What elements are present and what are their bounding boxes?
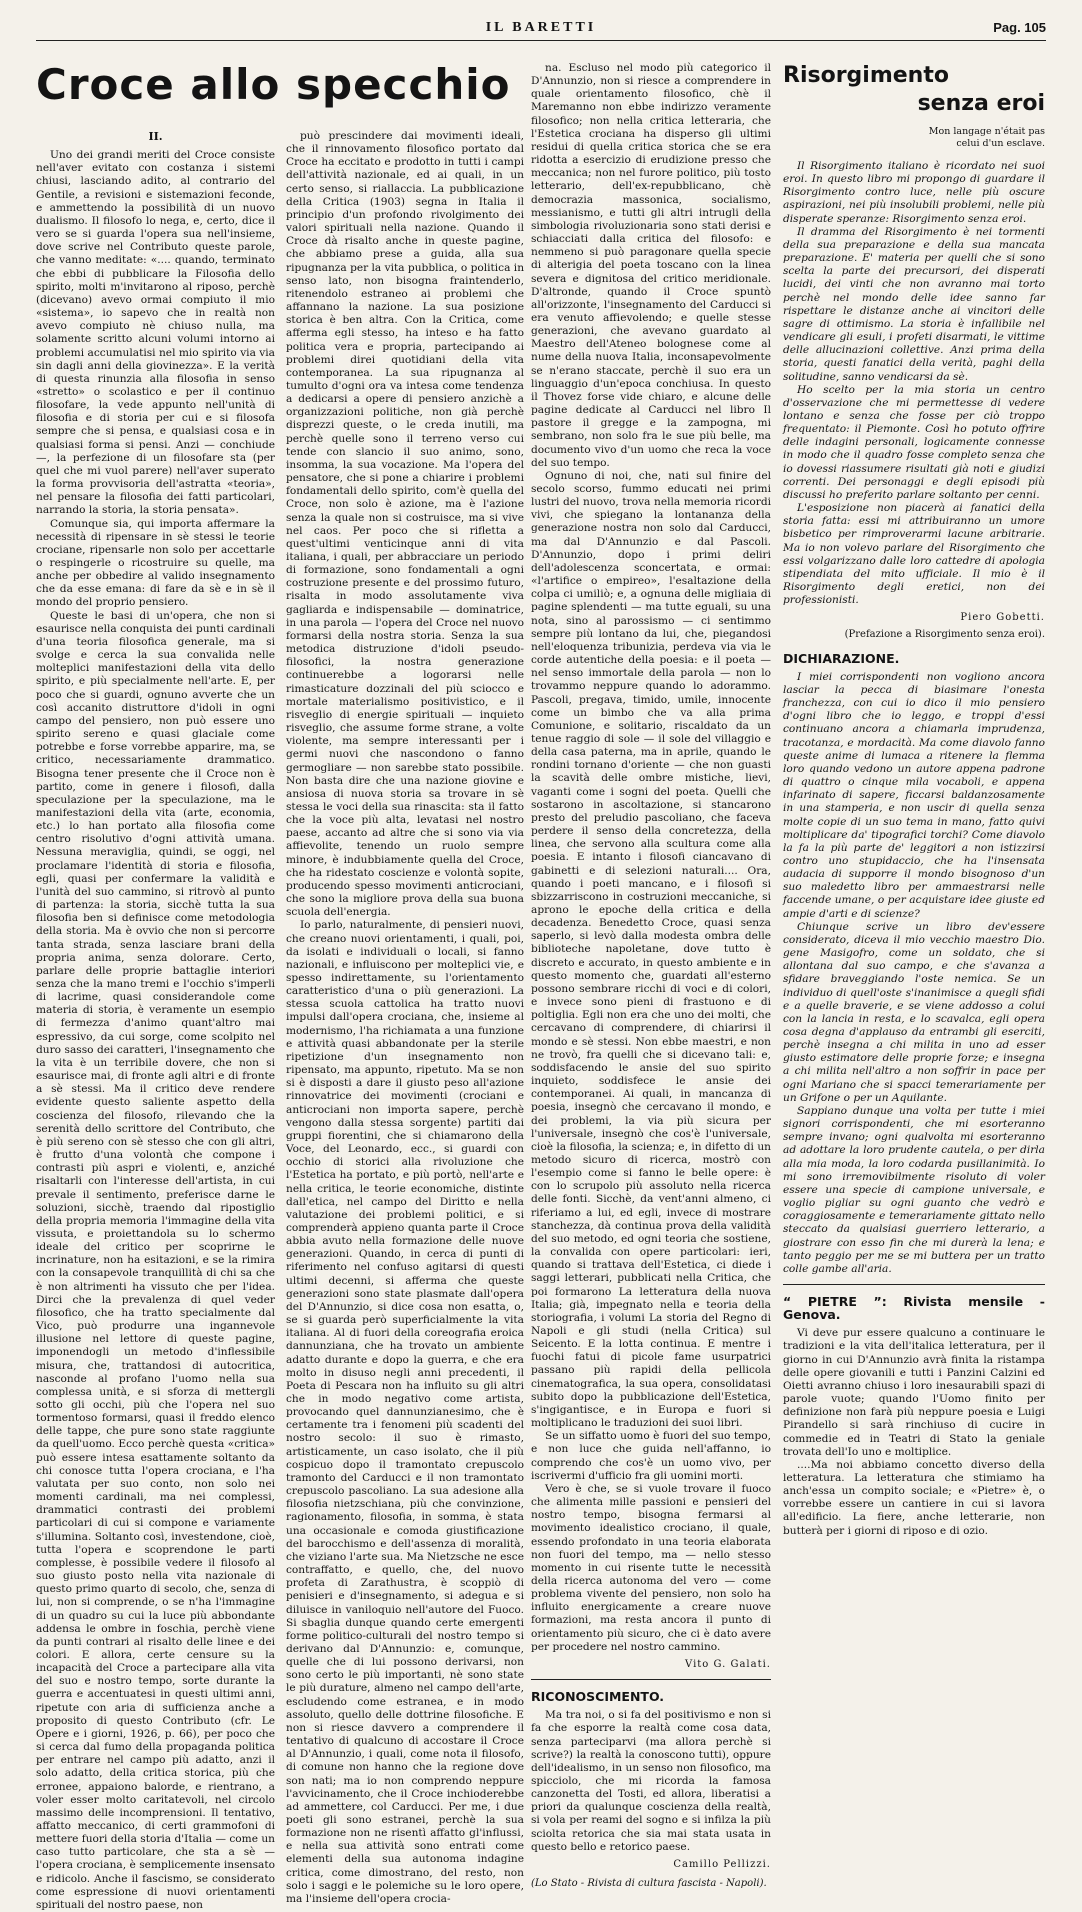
risorgimento-signature: Piero Gobetti. [960,612,1045,624]
paragraph: Ma tra noi, o si fa del positivismo e non si fa che esporre la realtà come cosa data, senza parteciparvi (ma allora perchè si scrive?) la realtà la conoscono tutti), oppure dell'idealismo, in un senso non filosofico, ma spicciolo, che mi ricorda la famosa canzonetta del Tosti, ed allora, liberatisi a priori da qualunque coscienza della realtà, si vola per reami del sogno e si infilza la più sciolta retorica che sia mai stata usata in questo bello e retorico paese. [531,1709,771,1853]
paragraph: Vi deve pur essere qualcuno a continuare le tradizioni e la vita dell'italica letteratura, per il giorno in cui D'Annunzio avrà finita la ristampa delle opere giovanili e tutti i Panzini Calzini ed Oietti avranno chiuso i loro inesaurabili spazi di parole vuote; quando l'Uomo finito per definizione non farà più neppure poesia e Luigi Pirandello si sarà rinchiuso di cucire in commedie ed in Teatri di Stato la geniale trovata dell'Io uno e moltiplice. [783,1327,1045,1458]
paragraph: Chiunque scrive un libro dev'essere considerato, diceva il mio vecchio maestro Dio. gene Masigofro, come un soldato, che si allontana dal suo campo, e che s'avanza a sfidare braveggiando l'oste nemica. Se un individuo di quell'oste s'inanimisce a quegli sfidi e a quelle braverie, e se viene addosso a colui con la lancia in resta, e lo scavalca, egli opera cosa degna d'applauso da entrambi gli eserciti, perchè insegna a chi milita in uno ad esser giusto estimatore delle proprie forze; e insegna a chi milita nell'altro a non soffrir in pace per ogni Mariano che si spacci temerariamente per un Grifone o per un Aquilante. [783,920,1045,1104]
article-title: Croce allo specchio [36,60,511,109]
epigraph-line2: celui d'un esclave. [956,138,1045,149]
epigraph-line1: Mon langage n'était pas [928,126,1045,137]
paragraph: Uno dei grandi meriti del Croce consiste nell'aver evitato con costanza i sistemi chiusi, lasciando adito, al contrario del Gentile, a revisioni e sistemazioni feconde, e ammettendo la possibilità di un nuovo dualismo. Il filosofo lo nega, e, certo, dice il vero se si guarda l'opera sua nell'insieme, dove scrive nel Contributo queste parole, che vanno meditate: «.... quando, terminato che ebbi di pubblicare la Filosofia dello spirito, molti m'invitarono al riposo, perchè (dicevano) avevo ormai compiuto il mio «sistema», io sapevo che in realtà non avevo compiuto nè chiuso nulla, ma solamente scritto alcuni volumi intorno ai problemi accumulatisi nel mio spirito via via sin dagli anni della giovinezza». E la verità di questa rinunzia alla filosofia in senso «stretto» o scolastico e per il continuo filosofare, la vede appunto nell'unità di filosofia e di storia per cui e si filosofa sempre che si pensa, e qualsiasi cosa e in qualsiasi forma si pensi. Anzi — conchiude —, la perfezione di un filosofare sta (per quel che mi vuol parere) nell'aver superato la forma provvisoria dell'astratta «teoria», nel pensare la filosofia dei fatti particolari, narrando la storia, la storia pensata». [36,149,275,517]
article-column-4 [783,62,1045,1537]
paragraph: può prescindere dai movimenti ideali, che il rinnovamento filosofico portato dal Croce ha eccitato e prodotto in tutti i campi dell'attività nazionale, ed ai quali, in un certo senso, si riallaccia. La pubblicazione della Critica (1903) segna in Italia il principio d'un profondo rivolgimento dei valori spirituali nella nazione. Quando il Croce dà risalto anche in queste pagine, che abbiamo prese a guida, alla sua ripugnanza per la vita pubblica, o politica in senso lato, non bisogna fraintenderlo, ritenendolo estraneo ai problemi che affannano la nazione. La sua posizione storica è ben altra. Con la Critica, come afferma egli stesso, ha inteso e ha fatto politica vera e propria, partecipando ai problemi direi quotidiani della vita contemporanea. La sua ripugnanza al tumulto d'ogni ora va intesa come tendenza a dedicarsi a opere di pensiero anzichè a organizzazioni politiche, non già perchè disprezzi queste, o le creda inutili, ma perchè quelle sono il terreno verso cui tende con slancio il suo animo, sono, insomma, la sua vocazione. Ma l'opera del pensatore, che si pone a chiarire i problemi fondamentali dello spirito, com'è quella del Croce, non solo è azione, ma è l'azione senza la quale non si costruisce, ma si vive nel caos. Per poco che si rifletta a quest'ultimi venticinque anni di vita italiana, i quali, per abbracciare un periodo di formazione, sono fondamentali a ogni costruzione presente e del prossimo futuro, risalta in modo assolutamente viva gagliarda e indispensabile — dominatrice, in una parola — l'opera del Croce nel nuovo formarsi della nostra storia. Senza la sua metodica distruzione d'idoli pseudo-filosofici, la nostra generazione continuerebbe a logorarsi nelle rimasticature dozzinali del più sciocco e mortale materialismo positivistico, e il risveglio di energie spirituali — inquieto risveglio, che assume forme strane, a volte violente, ma sempre interessanti per i germi nuovi che nascondono o fanno germogliare — non sarebbe stato possibile. Non basta dire che una nazione giovine e ansiosa di nuova storia sa trovare in sè stessa le voci della sua rinascita: sta il fatto che la voce più alta, levatasi nel nostro paese, accanto ad altre che si sono via via affievolite, tenendo un ruolo sempre minore, è indubbiamente quella del Croce, che ha ridestato coscienze e volontà sopite, producendo spesso movimenti anticrociani, che sono la migliore prova della sua buona scuola dell'energia. [286,130,525,919]
paragraph: Il dramma del Risorgimento è nei tormenti della sua preparazione e della sua mancata preparazione. E' materia per quelli che si sono scelta la parte dei precursori, dei disperati lucidi, dei vinti che non avranno mai torto perchè nel mondo delle idee sanno far rispettare le distanze anche ai vincitori delle sagre di ottimismo. La storia è infallibile nel vendicare gli esuli, i profeti disarmati, le vittime delle allucinazioni collettive. Anzi prima della storia, questi fanatici della verità, paghi della solitudine, sanno vendicarsi da sè. [783,225,1045,383]
paragraph: Queste le basi di un'opera, che non si esaurisce nella conquista dei punti cardinali d'una teoria filosofica generale, ma si svolge e cerca la sua convalida nelle molteplici manifestazioni della vita dello spirito, e più specialmente nell'arte. E, per poco che si guardi, ognuno avverte che un così accanito distruttore d'idoli in ogni campo del pensiero, non può essere uno spirito sereno e quasi glaciale come potrebbe e forse vorrebbe apparire, ma, se critico, necessariamente drammatico. Bisogna tener presente che il Croce non è partito, come in genere i filosofi, dalla speculazione per la speculazione, ma le manifestazioni della vita (arte, economia, etc.) lo han portato alla filosofia come centro risolutivo d'ogni attività umana. Nessuna meraviglia, quindi, se oggi, nel proclamare l'identità di storia e filosofia, egli, quasi per confermare la validità e l'unità del suo cammino, si ritrovò al punto di partenza: la storia, sicchè tutta la sua filosofia ben si definisce come metodologia della storia. Ma è ovvio che non si percorre tanta strada, senza lasciare brani della propria anima, senza dolorare. Certo, parlare delle proprie battaglie interiori senza che la mano tremi e l'occhio s'imperli di lacrime, quasi considerandole come materia di storia, è veramente un esempio di fermezza d'animo quant'altro mai espressivo, da cui sorge, come scolpito nel duro sasso dei caratteri, l'insegnamento che la vita è un terribile dovere, che non si esaurisce mai, di fronte agli altri e di fronte a sè stessi. Ma il critico deve rendere evidente questo saliente aspetto della coscienza del filosofo, rilevando che la serenità dello scrittore del Contributo, che è più sereno con sè stesso che con gli altri, è frutto d'una volontà che compone i contrasti più aspri e violenti, e, anziché risaltarli con l'interesse dell'artista, in cui prevale il sentimento, preferisce darne le soluzioni, sicchè, traendo dal ripostiglio della propria memoria l'immagine della vita vissuta, e proiettandola su lo schermo ideale del critico per scoprirne le incrinature, non ha esitazioni, e se la rimira con la consapevole tranquillità di chi sa che è non altrimenti ha vissuto che per l'idea. Dirci che la prevalenza di quel veder filosofico, che ha tratto specialmente dal Vico, può produrre una ingannevole illusione nel lettore di queste pagine, imponendogli un metodo d'inflessibile misura, che, trattandosi di autocritica, nasconde al profano l'uomo nella sua complessa unità, e si sforza di mettergli sotto gli occhi, più che l'opera nel suo tormentoso formarsi, quasi il freddo elenco delle tappe, che pure sono state raggiunte da quell'uomo. Ecco perchè questa «critica» può essere intesa esattamente soltanto da chi conosce tutta l'opera crociana, e l'ha valutata per suo conto, non solo nei momenti cardinali, ma nei complessi, drammatici contrasti dei problemi particolari di cui si compone e variamente s'illumina. Soltanto così, investendone, cioè, tutta l'opera e scoprendone le parti complesse, è possibile vedere il filosofo al suo giusto posto nella vita nazionale di questo primo quarto di secolo, che, senza di lui, non si comprende, o se n'ha l'immagine di un quadro su cui la luce più abbondante addensa le ombre in foschia, perchè viene da punti contrari al risalto delle linee e dei colori. E allora, certe censure su la incapacità del Croce a partecipare alla vita del suo e nostro tempo, sorte durante la guerra e accentuatesi in questi ultimi anni, ripetute con aria di sufficienza anche a proposito di questo Contributo (cfr. Le Opere e i giorni, 1926, p. 66), per poco che si cerca dal fumo della propaganda politica per entrare nel campo più adatto, anzi il solo adatto, della critica storica, più che erronee, appaiono balorde, e rientrano, a voler esser molto caritatevoli, nel circolo massimo delle incomprensioni. Il tentativo, affatto meccanico, di certi grammofoni di mettere fuori della storia d'Italia — come un caso tutto particolare, che sta a sè — l'opera crociana, è semplicemente insensato e ridicolo. Anche il fascismo, se considerato come espressione di nuovi orientamenti spirituali del nostro paese, non [36,609,275,1911]
paragraph: L'esposizione non piacerà ai fanatici della storia fatta: essi mi attribuiranno un umore bisbetico per rimproverarmi lacune arbitrarie. Ma io non volevo parlare del Risorgimento che essi volgarizzano dalle loro cattedre di apologia stipendiata del mito ufficiale. Il mio è il Risorgimento degli eretici, non dei professionisti. [783,502,1045,607]
paragraph: Comunque sia, qui importa affermare la necessità di ripensare in sè stessi le teorie crociane, ripensarle non solo per accettarle o respingerle o ricostruire su quelle, ma anche per obbedire al valido insegnamento che da esse emana: di fare da sè e in sè il mondo del proprio pensiero. [36,517,275,609]
article-column-2 [286,130,525,1905]
risorgimento-source: (Prefazione a Risorgimento senza eroi). [844,629,1045,641]
page-header [36,18,1046,41]
paragraph: Ognuno di noi, che, nati sul finire del secolo scorso, fummo educati nei primi lustri del nuovo, trova nella memoria ricordi vivi, che spiegano la lontananza della generazione nostra non solo dal Carducci, ma dal D'Annunzio e dal Pascoli. D'Annunzio, dopo i primi deliri dell'adolescenza sconcertata, e ormai: «l'artifice o empireo», l'esaltazione della colpa ci umiliò; e, a ognuna delle migliaia di pagine splendenti — ma tutte eguali, su una nota, sino al parossismo — ci sentimmo sempre più lontano da lui, che, piegandosi nell'eloquenza tribunizia, perdeva via via le corde autentiche della poesia: e il poeta — nel senso immortale della parola — non lo trovammo neppure quando lo adorammo. Pascoli, pregava, timido, umile, innocente come un bimbo che va alla prima Comunione, e solitario, riscaldato da un tenue raggio di sole — il sole del villaggio e della casa paterna, ma in aprile, quando le rondini tornano d'oriente — che non guasti la scavità delle ombre mistiche, lievi, vaganti come i sogni del poeta. Quelli che sostarono in ascoltazione, si stancarono presto del preludio pascoliano, che faceva perdere il senso della concretezza, della linea, che servono alla scultura come alla poesia. E intanto i filosofi ciancavano di gabinetti e di selezioni naturali.... Ora, quando i poeti mancano, e i filosofi si sbizzarriscono in costruzioni meccaniche, si aprono le epoche della critica e della decadenza. Benedetto Croce, quasi senza saperlo, si levò dalla modesta ombra delle biblioteche napoletane, dove tutto è discreto e accurato, in questo ambiente e in questo momento che, guardati all'esterno possono sembrare ricchi di voci e di colori, e invece sono pieni di frastuono e di poltiglia. Egli non era che uno dei molti, che cercavano di comprendere, di chiarirsi il mondo e sè stessi. Non ebbe maestri, e non ne trovò, fra quelli che si dicevano tali: e, soddisfacendo le ansie del suo spirito inquieto, soddisfece le ansie dei contemporanei. Ai quali, in mancanza di poesia, insegnò che cercavano il mondo, e dei problemi, la via più sicura per l'universale, insegnò che cos'è l'universale, cioè la filosofia, la scienza; e, in difetto di un metodo sicuro di ricerca, mostrò con l'esempio come si fanno le belle opere: è con lo scrupolo più assoluto nella ricerca delle fonti. Sicchè, da vent'anni almeno, ci riferiamo a lui, ed egli, invece di mostrare stanchezza, dà continua prova della validità del suo metodo, ed ogni teoria che sostiene, la convalida con opere particolari: ieri, quando si trattava dell'Estetica, ci diede i saggi letterari, pubblicati nella Critica, che poi formarono La letteratura della nuova Italia; già, impegnato nella e teoria della storiografia, i volumi La storia del Regno di Napoli e gli studi (nella Critica) sul Seicento. E la lotta continua. E mentre i fuochi fatui di picole fame usurpatrici passano più rapidi della pellicola cinematografica, la sua opera, consolidatasi subito dopo la pubblicazione dell'Estetica, s'ingigantisce, e in Europa e fuori si moltiplicano le traduzioni dei suoi libri. [531,469,771,1430]
dichiarazione-heading: DICHIARAZIONE. [783,650,900,666]
riconoscimento-signature: Camillo Pellizzi. [673,1858,771,1870]
paragraph: Se un siffatto uomo è fuori del suo tempo, e non luce che guida nell'affanno, io comprendo che cos'è un uomo vivo, per iscrivermi d'ufficio fra gli uomini morti. [531,1430,771,1482]
divider [531,1679,771,1680]
risorgimento-title [783,62,1045,118]
paragraph: I miei corrispondenti non vogliono ancora lasciar la pecca di biasimare l'onesta franchezza, con cui io dico il mio pensiero d'ogni libro che io leggo, e troppi d'essi continuano ancora a chiamarla imprudenza, tracotanza, e mordacità. Ma come diavolo fanno queste anime di lumaca a ritenere la flemma loro quando vedono un autore appena padrone di quattro o cinque mila vocaboli, e appena infarinato di sapere, ficcarsi baldanzosamente in una stamperia, e non uscir di quella senza molte copie di un suo tema in mano, fatto quivi moltiplicare da' tipografici torchi? Come diavolo la fa la più parte de' leggitori a non istizzirsi contro uno stupidaccio, che ha l'insensata audacia di supporre il mondo bisognoso d'un suo maledetto libro per ammaestrarsi nelle faccende umane, o per acquistare idee giuste ed ampie d'arti e di scienze? [783,670,1045,920]
epigraph [783,126,1045,150]
article-section-number: II. [148,130,163,143]
paragraph: Sappiano dunque una volta per tutte i miei signori corrispondenti, che mi esorteranno sempre invano; ogni qualvolta mi esorteranno ad adottare la loro prudente cautela, o per dirla alla mia moda, la loro codarda pusillanimità. Io mi sono irremovibilmente risoluto di voler essere una specie di campione universale, e voglio pigliar su ogni guanto che vedrò e coraggiosamente e temerariamente gittato nello steccato da qualsiasi guerriero letterario, a giostrare con esso fin che mi durerà la lena; e tanto peggio per me se mi buttera per un tratto colle gambe all'aria. [783,1104,1045,1275]
paragraph: Ho scelto per la mia storia un centro d'osservazione che mi permettesse di vedere lontano e senza che fosse per ciò troppo frequentato: il Piemonte. Così ho potuto offrire delle indagini personali, logicamente connesse in modo che il quadro fosse completo senza che io dovessi riassumere risultati già noti e giudizi correnti. Dei personaggi e degli episodi più discussi ho preferito parlare soltanto per cenni. [783,383,1045,501]
article-column-1 [36,130,275,1911]
riconoscimento-heading: RICONOSCIMENTO. [531,1689,665,1705]
pietre-heading: “ PIETRE ”: Rivista mensile - Genova. [783,1293,1045,1323]
paragraph: Vero è che, se si vuole trovare il fuoco che alimenta mille passioni e pensieri del nostro tempo, bisogna fermarsi al movimento idealistico crociano, il quale, essendo profondato in una teoria elaborata non fuori del tempo, ma — nello stesso momento in cui risente tutte le necessità della ricerca autonoma del vero — come problema vivente del pensiero, non solo ha influito energicamente a creare nuove formazioni, ma resta ancora il punto di orientamento più sicuro, che ci è dato avere per procedere nel nostro cammino. [531,1482,771,1653]
riconoscimento-source: (Lo Stato - Rivista di cultura fascista - Napoli). [531,1878,767,1890]
risorgimento-title-line1: Risorgimento [783,63,949,88]
paragraph: Il Risorgimento italiano è ricordato nei suoi eroi. In questo libro mi propongo di guardare il Risorgimento contro luce, nelle più oscure aspirazioni, nei più insolubili problemi, nelle più disperate speranze: Risorgimento senza eroi. [783,160,1045,225]
paragraph: na. Escluso nel modo più categorico il D'Annunzio, non si riesce a comprendere in quale orientamento filosofico, chè il Maremanno non ebbe indirizzo veramente filosofico; non nella critica letteraria, che l'Estetica crociana ha disperso gli ultimi residui di quella critica storica che se era ridotta a esercizio di erudizione presso che meccanica; non nel furore politico, più tosto letterario, dell'ex-repubblicano, chè democrazia massonica, socialismo, messianismo, e tutti gli altri intrugli della simbologia rivoluzionaria sono stati derisi e schiacciati dalla critica del filosofo: e nemmeno si può paragonare quella specie di alterigia del poeta toscano con la linea severa e dignitosa del critico meridionale. D'altronde, quando il Croce spuntò all'orizzonte, l'insegnamento del Carducci si era venuto affievolendo; e quelle stesse generazioni, che avevano guardato al Maestro dell'Ateneo bolognese come al nume della nuova Italia, inconsapevolmente se n'erano staccate, perchè il suo era un linguaggio d'un'epoca conchiusa. In questo il Thovez forse vide chiaro, e alcune delle pagine dedicate al Carducci nel libro Il pastore il gregge e la zampogna, mi sembrano, non solo fra le sue più belle, ma documento vivo d'un uomo che reca la voce del suo tempo. [531,62,771,469]
risorgimento-title-line2: senza eroi [917,91,1045,116]
article-column-3 [531,62,771,1890]
page-number: Pag. 105 [993,20,1046,35]
paragraph: ....Ma noi abbiamo concetto diverso della letteratura. La letteratura che stimiamo ha anch'essa un compito sociale; e «Pietre» è, o vorrebbe essere un cantiere in cui si lavora all'edificio. La fiere, anche letterarie, non butterà per i giorni di riposo e di ozio. [783,1458,1045,1537]
article-signature: Vito G. Galati. [685,1658,771,1670]
masthead-title: IL BARETTI [485,20,597,35]
paragraph: Io parlo, naturalmente, di pensieri nuovi, che creano nuovi orientamenti, i quali, poi, da isolati e individuali o locali, si fanno nazionali, e influiscono per molteplici vie, e spesso indirettamente, su l'orientamento caratteristico d'una o più generazioni. La stessa scuola cattolica ha tratto nuovi impulsi dall'opera crociana, che, insieme al modernismo, l'ha richiamata a una funzione e attività quasi abbandonate per la sterile ripetizione d'un insegnamento non ripensato, ma appunto, ripetuto. Ma se non si è disposti a dare il giusto peso all'azione rinnovatrice dei movimenti (crociani e anticrociani non importa sapere, perchè vengono dalla stessa sorgente) partiti dai gruppi fiorentini, che si chiamarono della Voce, del Leonardo, ecc., si guardi con occhio di storici alla rivoluzione che l'Estetica ha portato, e più portò, nell'arte e nella critica, le teorie economiche, distinte dall'etica, nel campo del Diritto e nella valutazione dei problemi politici, e si comprenderà appieno quanta parte il Croce abbia avuto nella formazione delle nuove generazioni. Quando, in cerca di punti di riferimento nel confuso agitarsi di questi ultimi decenni, si afferma che queste generazioni sono state plasmate dall'opera del D'Annunzio, si dice cosa non esatta, o, se si guarda però superficialmente la vita italiana. Al di fuori della coreografia eroica dannunziana, che ha trovato un ambiente adatto durante e dopo la guerra, e che era molto in disuso negli anni precedenti, il Poeta di Pescara non ha influito su gli altri che in modo negativo come artista, provocando quel dannunzianesimo, che è certamente tra i fenomeni più scadenti del nostro secolo: il suo è rimasto, artisticamente, un caso isolato, che il più cospicuo dopo il tramontato crepuscolo tramonto del Carducci e il non tramontato crepuscolo pascoliano. La sua adesione alla filosofia nietzschiana, più che convinzione, ragionamento, filosofia, in somma, è stata una occasionale e comoda giustificazione del barocchismo e dell'assenza di moralità, che viziano l'arte sua. Ma Nietzsche ne esce contraffatto, e quello, che, del nuovo profeta di Zarathustra, è scoppiò di penisieri e d'insegnamento, si adegua e si diluisce in vaniloquio nell'autore del Fuoco. Si sbaglia dunque quando certe emergenti forme politico-culturali del nostro tempo si derivano dal D'Annunzio: e, comunque, quelle che di lui possono derivarsi, non sono certo le più importanti, nè sono state le più durature, almeno nel campo dell'arte, escludendo come estranea, e in modo assoluto, quello delle dottrine filosofiche. E non si riesce davvero a comprendere il tentativo di qualcuno di accostare il Croce al D'Annunzio, i quali, come nota il filosofo, di comune non hanno che la regione dove son nati; ma io non comprendo neppure l'avvicinamento, che il Croce inchioderebbe ad ammettere, col Carducci. Per me, i due poeti gli sono estranei, perchè la sua formazione non ne risentì affatto gl'influssi, e nella sua attività sono entrati come elementi della sua autonoma indagine critica, come dimostrano, del resto, non solo i saggi e le polemiche su le loro opere, ma l'insieme dell'opera crocia- [286,919,524,1905]
divider [783,1284,1045,1285]
